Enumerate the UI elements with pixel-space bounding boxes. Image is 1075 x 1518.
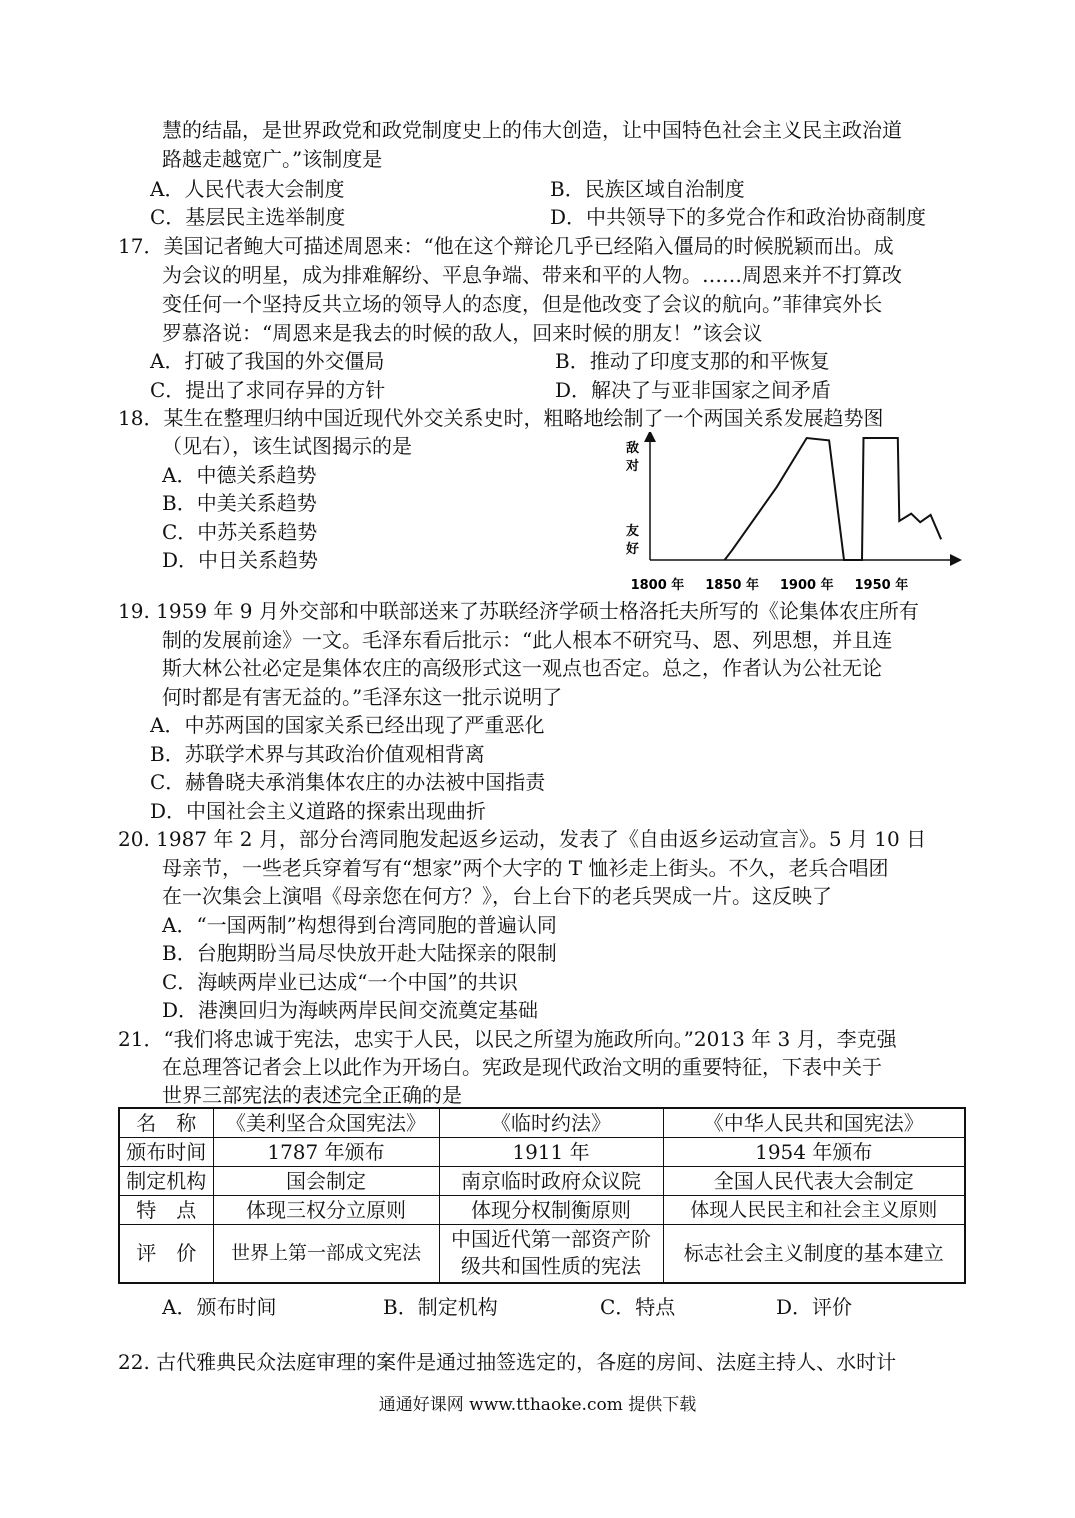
q17-option-c[interactable]: C．提出了求同存异的方针: [150, 378, 386, 402]
q16-option-c[interactable]: C．基层民主选举制度: [150, 205, 346, 229]
q19-stem-line: 何时都是有害无益的。”毛泽东这一批示说明了: [162, 685, 563, 709]
q19-option-d[interactable]: D．中国社会主义道路的探索出现曲折: [150, 799, 487, 823]
table-cell: 世界上第一部成文宪法: [213, 1225, 439, 1283]
q21-option-c[interactable]: C．特点: [600, 1295, 676, 1319]
table-cell: 标志社会主义制度的基本建立: [663, 1225, 965, 1283]
table-cell: 颁布时间: [119, 1138, 213, 1167]
page-footer: 通通好课网 www.tthaoke.com 提供下载: [378, 1395, 697, 1415]
q20-option-b[interactable]: B．台胞期盼当局尽快放开赴大陆探亲的限制: [162, 941, 557, 965]
table-cell: 全国人民代表大会制定: [663, 1167, 965, 1196]
table-cell: 体现分权制衡原则: [439, 1196, 663, 1225]
q17-stem-line: 罗慕洛说：“周恩来是我去的时候的敌人，回来时候的朋友！”该会议: [162, 321, 763, 345]
y-label-friendly: 友: [626, 524, 640, 539]
q17-stem-line: 17．美国记者鲍大可描述周恩来：“他在这个辩论几乎已经陷入僵局的时候脱颖而出。成: [118, 234, 894, 258]
y-label-enemy: 敌: [626, 441, 640, 456]
table-row: [119, 1167, 965, 1196]
table-cell: 体现三权分立原则: [213, 1196, 439, 1225]
q20-stem-line: 在一次集会上演唱《母亲您在何方？》，台上台下的老兵哭成一片。这反映了: [162, 884, 832, 908]
table-cell: 南京临时政府众议院: [439, 1167, 663, 1196]
q17-stem-line: 变任何一个坚持反共立场的领导人的态度，但是他改变了会议的航向。”菲律宾外长: [162, 292, 883, 316]
q17-option-b[interactable]: B．推动了印度支那的和平恢复: [555, 349, 830, 373]
q21-stem-line: 在总理答记者会上以此作为开场白。宪政是现代政治文明的重要特征，下表中关于: [162, 1055, 882, 1079]
table-header-cell: 名 称: [119, 1108, 213, 1138]
table-header-cell: 《中华人民共和国宪法》: [663, 1108, 965, 1138]
q19-option-c[interactable]: C．赫鲁晓夫承消集体农庄的办法被中国指责: [150, 770, 546, 794]
table-header-cell: 《美利坚合众国宪法》: [213, 1108, 439, 1138]
q16-text-line: 路越走越宽广。”该制度是: [162, 147, 383, 171]
q18-option-b[interactable]: B．中美关系趋势: [162, 491, 317, 515]
q20-stem-line: 母亲节，一些老兵穿着写有“想家”两个大字的 T 恤衫走上街头。不久，老兵合唱团: [162, 856, 889, 880]
q21-option-a[interactable]: A．颁布时间: [162, 1295, 277, 1319]
table-cell: 国会制定: [213, 1167, 439, 1196]
table-row: [119, 1196, 965, 1225]
q19-stem-line: 制的发展前途》一文。毛泽东看后批示：“此人根本不研究马、恩、列思想，并且连: [162, 628, 893, 652]
y-label-enemy: 对: [626, 459, 640, 474]
table-cell: 特 点: [119, 1196, 213, 1225]
table-header-row: [119, 1108, 965, 1138]
x-tick-labels: [631, 577, 909, 593]
q16-option-d[interactable]: D．中共领导下的多党合作和政治协商制度: [550, 205, 927, 229]
q20-option-a[interactable]: A．“一国两制”构想得到台湾同胞的普遍认同: [162, 913, 557, 937]
q17-stem-line: 为会议的明星，成为排难解纷、平息争端、带来和平的人物。……周恩来并不打算改: [162, 263, 902, 287]
table-cell: 1954 年颁布: [663, 1138, 965, 1167]
x-tick-label: 1850 年: [705, 578, 759, 593]
q19-option-b[interactable]: B．苏联学术界与其政治价值观相背离: [150, 742, 485, 766]
constitution-comparison-table: [118, 1107, 966, 1284]
q17-option-a[interactable]: A．打破了我国的外交僵局: [150, 349, 385, 373]
q19-stem-line: 斯大林公社必定是集体农庄的高级形式这一观点也否定。总之，作者认为公社无论: [162, 656, 882, 680]
table-cell: 1911 年: [439, 1138, 663, 1167]
table-cell: 体现人民民主和社会主义原则: [663, 1196, 965, 1225]
table-cell: 评 价: [119, 1225, 213, 1283]
q16-option-a[interactable]: A．人民代表大会制度: [150, 177, 345, 201]
q19-option-a[interactable]: A．中苏两国的国家关系已经出现了严重恶化: [150, 713, 545, 737]
q18-stem-line: 18．某生在整理归纳中国近现代外交关系史时，粗略地绘制了一个两国关系发展趋势图: [118, 406, 884, 430]
q21-stem-line: 世界三部宪法的表述完全正确的是: [162, 1083, 462, 1107]
q17-option-d[interactable]: D．解决了与亚非国家之间矛盾: [555, 378, 832, 402]
q21-option-d[interactable]: D．评价: [776, 1295, 853, 1319]
table-cell: 中国近代第一部资产阶级共和国性质的宪法: [439, 1225, 663, 1283]
q20-stem-line: 20. 1987 年 2 月，部分台湾同胞发起返乡运动，发表了《自由返乡运动宣言》。5 月 10 日: [118, 827, 927, 851]
q21-stem-line: 21．“我们将忠诚于宪法，忠实于人民，以民之所望为施政所向。”2013 年 3 月，李克强: [118, 1027, 897, 1051]
q20-option-c[interactable]: C．海峡两岸业已达成“一个中国”的共识: [162, 970, 518, 994]
trend-series-line: [725, 438, 942, 560]
table-row: [119, 1225, 965, 1283]
q21-option-b[interactable]: B．制定机构: [383, 1295, 498, 1319]
q16-option-b[interactable]: B．民族区域自治制度: [550, 177, 745, 201]
table-cell: 1787 年颁布: [213, 1138, 439, 1167]
table-header-cell: 《临时约法》: [439, 1108, 663, 1138]
x-tick-label: 1950 年: [854, 578, 909, 593]
q18-option-d[interactable]: D．中日关系趋势: [162, 548, 319, 572]
q18-option-a[interactable]: A．中德关系趋势: [162, 463, 317, 487]
relations-trend-chart: [612, 432, 962, 597]
q16-text-line: 慧的结晶，是世界政党和政党制度史上的伟大创造，让中国特色社会主义民主政治道: [162, 118, 902, 142]
y-label-friendly: 好: [626, 542, 640, 557]
x-tick-label: 1900 年: [779, 578, 834, 593]
table-row: [119, 1138, 965, 1167]
x-tick-label: 1800 年: [630, 578, 685, 593]
q22-stem-line: 22. 古代雅典民众法庭审理的案件是通过抽签选定的，各庭的房间、法庭主持人、水时计: [118, 1350, 897, 1374]
q19-stem-line: 19. 1959 年 9 月外交部和中联部送来了苏联经济学硕士格洛托夫所写的《论集体农庄所有: [118, 599, 919, 623]
table-cell: 制定机构: [119, 1167, 213, 1196]
q20-option-d[interactable]: D．港澳回归为海峡两岸民间交流奠定基础: [162, 998, 539, 1022]
q18-option-c[interactable]: C．中苏关系趋势: [162, 520, 318, 544]
q18-stem-line: （见右），该生试图揭示的是: [162, 434, 412, 458]
